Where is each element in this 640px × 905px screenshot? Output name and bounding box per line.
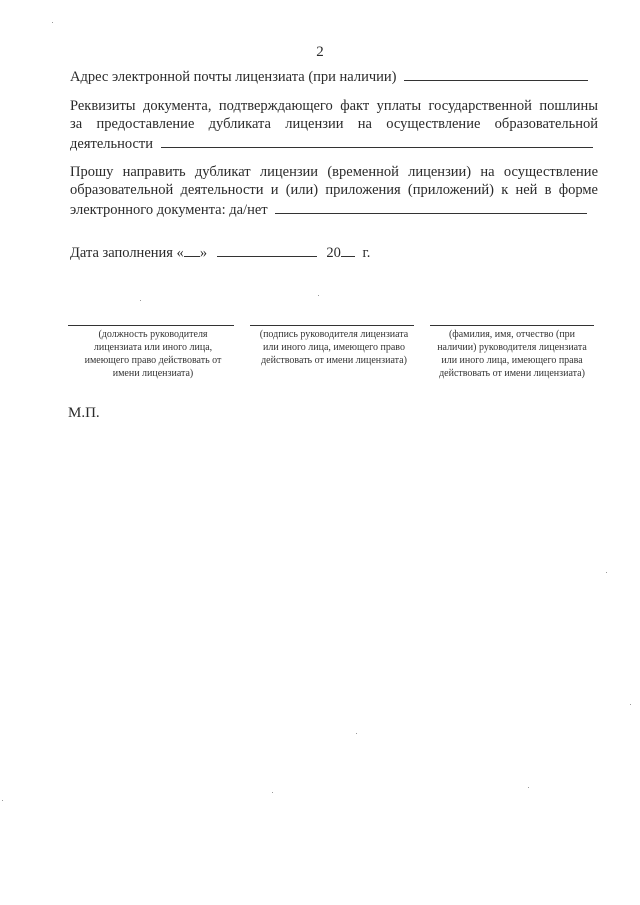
position-caption-line: имеющего право действовать от <box>84 355 222 366</box>
position-caption-line: лицензиата или иного лица, <box>93 342 213 353</box>
scan-speck <box>318 295 319 296</box>
position-caption-line: (должность руководителя <box>98 329 208 340</box>
position-caption <box>58 328 248 380</box>
date-label: Дата заполнения « <box>70 245 184 261</box>
name-caption-line: или иного лица, имеющего права <box>441 355 583 366</box>
requisites-line-1: Реквизиты документа, подтверждающего факт уплаты государственной пошлины <box>70 98 598 114</box>
name-caption-line: действовать от имени лицензиата) <box>439 368 585 379</box>
request-line-2: образовательной деятельности и (или) приложения (приложений) к ней в форме <box>70 182 598 198</box>
day-blank <box>184 242 200 257</box>
request-line-1: Прошу направить дубликат лицензии (временной лицензии) на осуществление <box>70 164 598 180</box>
position-signature-line <box>68 325 234 326</box>
email-label: Адрес электронной почты лицензиата (при наличии) <box>70 69 397 85</box>
email-row <box>70 66 588 86</box>
request-line-3: электронного документа: да/нет <box>70 202 268 218</box>
signature-caption-line: (подпись руководителя лицензиата <box>259 329 409 340</box>
scan-speck <box>2 800 3 801</box>
request-blank-line <box>275 199 587 214</box>
page-number: 2 <box>316 44 324 60</box>
requisites-blank-line <box>161 133 593 148</box>
name-signature-line <box>430 325 594 326</box>
signature-caption <box>236 328 432 367</box>
request-line-3-row <box>70 199 587 219</box>
scan-speck <box>272 792 273 793</box>
email-blank-line <box>404 66 588 81</box>
requisites-line-2: за предоставление дубликата лицензии на осуществление образовательной <box>70 116 598 132</box>
scan-speck <box>606 572 607 573</box>
date-row <box>70 242 370 262</box>
year-suffix: г. <box>362 245 371 261</box>
date-close-quote: » <box>199 245 208 261</box>
scan-speck <box>528 787 529 788</box>
requisites-line-3-row <box>70 133 593 153</box>
month-blank <box>217 242 317 257</box>
requisites-line-3: деятельности <box>70 136 154 152</box>
scan-speck <box>630 704 631 705</box>
name-caption <box>414 328 610 380</box>
stamp-label: М.П. <box>68 405 100 421</box>
signature-caption-line: или иного лица, имеющего право <box>263 342 405 353</box>
name-caption-line: (фамилия, имя, отчество (при <box>448 329 576 340</box>
year-blank <box>341 242 355 257</box>
scan-speck <box>140 300 141 301</box>
signature-caption-line: действовать от имени лицензиата) <box>261 355 407 366</box>
position-caption-line: имени лицензиата) <box>112 368 194 379</box>
name-caption-line: наличии) руководителя лицензиата <box>437 342 587 353</box>
scan-speck <box>356 733 357 734</box>
scan-speck <box>52 22 53 23</box>
year-prefix: 20 <box>326 245 341 261</box>
signature-line <box>250 325 414 326</box>
